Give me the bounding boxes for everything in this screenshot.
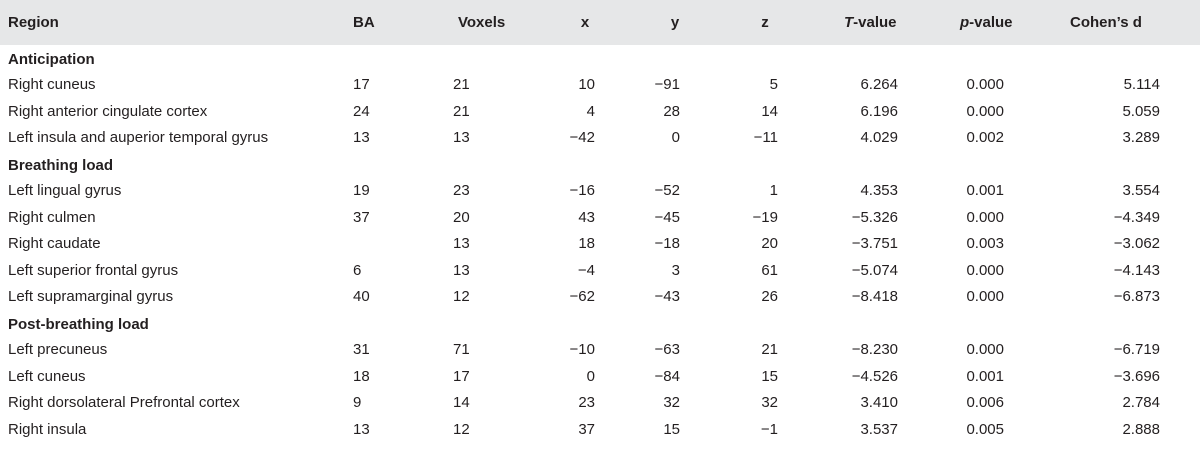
cell-z: 5 [769, 76, 778, 94]
header-p-italic: p [960, 14, 970, 31]
cell-x: 0 [586, 367, 595, 385]
cell-p-value: 0.005 [966, 420, 1004, 438]
cell-cohens-d: 2.784 [1122, 394, 1160, 412]
header-p-rest: -value [969, 14, 1013, 31]
table-body [0, 45, 1200, 443]
cell-t-value: −3.751 [851, 235, 898, 253]
cell-ba: 24 [353, 102, 370, 120]
cell-voxels: 21 [453, 76, 470, 94]
cell-region: Left superior frontal gyrus [8, 261, 179, 279]
cell-voxels: 21 [453, 102, 470, 120]
table-header [0, 0, 1200, 45]
cell-ba: 17 [353, 76, 370, 94]
cell-z: 20 [761, 235, 778, 253]
cell-y: 28 [663, 102, 680, 120]
cell-t-value: 3.537 [860, 420, 898, 438]
cell-region: Right insula [8, 420, 87, 438]
cell-t-value: 3.410 [860, 394, 898, 412]
cell-t-value: −8.418 [851, 288, 898, 306]
cell-p-value: 0.003 [966, 235, 1004, 253]
cell-region: Left lingual gyrus [8, 182, 122, 200]
section-title: Anticipation [8, 51, 95, 69]
cell-ba: 13 [353, 420, 370, 438]
cell-p-value: 0.006 [966, 394, 1004, 412]
cell-region: Right culmen [8, 208, 96, 226]
cell-cohens-d: 2.888 [1122, 420, 1160, 438]
table-row [0, 72, 1200, 99]
cell-z: 61 [761, 261, 778, 279]
cell-p-value: 0.000 [966, 288, 1004, 306]
cell-region: Right dorsolateral Prefrontal cortex [8, 394, 240, 412]
cell-t-value: 4.353 [860, 182, 898, 200]
cell-y: 32 [663, 394, 680, 412]
section-row [0, 151, 1200, 178]
cell-region: Right caudate [8, 235, 101, 253]
table-row [0, 363, 1200, 390]
cell-x: −16 [569, 182, 595, 200]
header-p-value [940, 0, 1050, 45]
cell-ba: 6 [353, 261, 362, 279]
cell-x: 4 [586, 102, 595, 120]
cell-p-value: 0.000 [966, 208, 1004, 226]
cell-cohens-d: −3.696 [1113, 367, 1160, 385]
cell-y: −91 [654, 76, 680, 94]
cell-z: 21 [761, 341, 778, 359]
cell-region: Left cuneus [8, 367, 86, 385]
cell-cohens-d: 3.554 [1122, 182, 1160, 200]
cell-t-value: −5.074 [851, 261, 898, 279]
cell-voxels: 13 [453, 261, 470, 279]
cell-z: 14 [761, 102, 778, 120]
table-row [0, 98, 1200, 125]
cell-z: 1 [769, 182, 778, 200]
cell-cohens-d: 5.059 [1122, 102, 1160, 120]
cell-region: Right anterior cingulate cortex [8, 102, 208, 120]
section-row [0, 310, 1200, 337]
cell-x: 23 [578, 394, 595, 412]
cell-voxels: 17 [453, 367, 470, 385]
cell-y: −84 [654, 367, 680, 385]
cell-cohens-d: −6.873 [1113, 288, 1160, 306]
cell-p-value: 0.000 [966, 261, 1004, 279]
cell-p-value: 0.001 [966, 367, 1004, 385]
cell-voxels: 20 [453, 208, 470, 226]
cell-region: Left supramarginal gyrus [8, 288, 174, 306]
table-row [0, 390, 1200, 417]
cell-region: Left precuneus [8, 341, 108, 359]
header-y: y [670, 14, 680, 31]
cell-region: Left insula and auperior temporal gyrus [8, 129, 269, 147]
header-x: x [580, 14, 590, 31]
cell-z: 15 [761, 367, 778, 385]
cell-voxels: 12 [453, 420, 470, 438]
section-title: Post-breathing load [8, 316, 149, 334]
header-t-italic: T [844, 14, 854, 31]
cell-z: −19 [752, 208, 778, 226]
cell-x: −10 [569, 341, 595, 359]
cell-x: 37 [578, 420, 595, 438]
cell-ba: 37 [353, 208, 370, 226]
cell-y: −18 [654, 235, 680, 253]
cell-ba [345, 231, 450, 258]
header-t-value [810, 0, 940, 45]
cell-region: Right cuneus [8, 76, 96, 94]
cell-x: −62 [569, 288, 595, 306]
cell-cohens-d: −3.062 [1113, 235, 1160, 253]
cell-t-value: −4.526 [851, 367, 898, 385]
header-voxels: Voxels [458, 14, 506, 31]
cell-y: −63 [654, 341, 680, 359]
cell-ba: 40 [353, 288, 370, 306]
cell-y: −52 [654, 182, 680, 200]
table-row [0, 284, 1200, 311]
cell-t-value: 4.029 [860, 129, 898, 147]
table-row [0, 231, 1200, 258]
cell-p-value: 0.000 [966, 102, 1004, 120]
cell-y: −45 [654, 208, 680, 226]
table-row [0, 204, 1200, 231]
table-row [0, 178, 1200, 205]
table-row [0, 125, 1200, 152]
cell-cohens-d: −6.719 [1113, 341, 1160, 359]
section-row [0, 45, 1200, 72]
cell-voxels: 71 [453, 341, 470, 359]
cell-t-value: −8.230 [851, 341, 898, 359]
cell-y: 15 [663, 420, 680, 438]
cell-voxels: 14 [453, 394, 470, 412]
cell-z: 32 [761, 394, 778, 412]
table-row [0, 416, 1200, 443]
cell-voxels: 23 [453, 182, 470, 200]
header-t-rest: -value [853, 14, 897, 31]
cell-voxels: 12 [453, 288, 470, 306]
cell-voxels: 13 [453, 129, 470, 147]
section-title: Breathing load [8, 157, 114, 175]
cell-x: −4 [577, 261, 595, 279]
cell-x: 10 [578, 76, 595, 94]
cell-y: 0 [671, 129, 680, 147]
cell-p-value: 0.000 [966, 341, 1004, 359]
cell-t-value: −5.326 [851, 208, 898, 226]
cell-z: −11 [753, 129, 778, 147]
header-z: z [761, 14, 769, 31]
cell-t-value: 6.196 [860, 102, 898, 120]
cell-p-value: 0.002 [966, 129, 1004, 147]
cell-t-value: 6.264 [860, 76, 898, 94]
cell-cohens-d: 3.289 [1122, 129, 1160, 147]
cell-ba: 18 [353, 367, 370, 385]
header-row [0, 0, 1200, 45]
cell-cohens-d: −4.349 [1113, 208, 1160, 226]
cell-p-value: 0.001 [966, 182, 1004, 200]
cell-z: 26 [761, 288, 778, 306]
table-row [0, 337, 1200, 364]
header-region: Region [8, 14, 59, 31]
cell-x: 18 [578, 235, 595, 253]
cell-cohens-d: 5.114 [1123, 76, 1160, 94]
cell-ba: 31 [353, 341, 370, 359]
cell-cohens-d: −4.143 [1113, 261, 1160, 279]
cell-x: −42 [569, 129, 595, 147]
cell-ba: 9 [353, 394, 362, 412]
cell-x: 43 [578, 208, 595, 226]
cell-y: 3 [671, 261, 680, 279]
cell-z: −1 [760, 420, 778, 438]
cell-ba: 19 [353, 182, 370, 200]
header-cohens-d: Cohen’s d [1070, 14, 1142, 31]
cell-p-value: 0.000 [966, 76, 1004, 94]
cell-voxels: 13 [453, 235, 470, 253]
cell-ba: 13 [353, 129, 370, 147]
cell-y: −43 [654, 288, 680, 306]
table-row [0, 257, 1200, 284]
header-ba: BA [353, 14, 375, 31]
